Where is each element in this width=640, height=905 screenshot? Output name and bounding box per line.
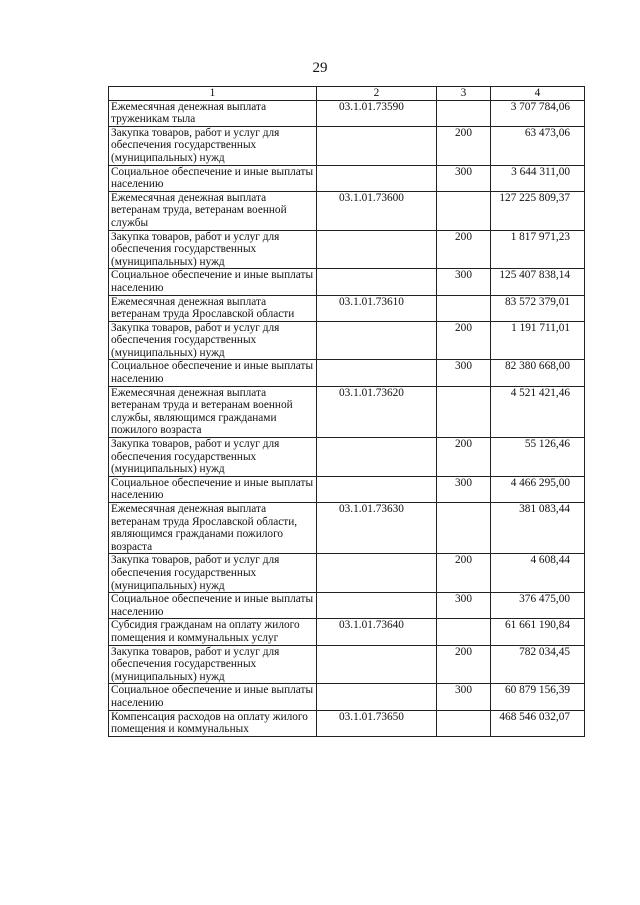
row-name-cell: Компенсация расходов на оплату жилого помещения и коммунальных [109, 710, 317, 736]
table-row [109, 191, 585, 230]
row-name-cell: Социальное обеспечение и иные выплаты населению [109, 593, 317, 619]
row-type-cell [437, 503, 491, 554]
row-amount-cell: 1 817 971,23 [491, 230, 585, 269]
row-code-cell [317, 360, 437, 386]
row-amount-cell: 376 475,00 [491, 593, 585, 619]
table-row [109, 295, 585, 321]
row-code-cell [317, 684, 437, 710]
row-amount-cell: 125 407 838,14 [491, 269, 585, 295]
row-amount-cell: 381 083,44 [491, 503, 585, 554]
row-amount-cell: 3 644 311,00 [491, 165, 585, 191]
row-code-cell [317, 554, 437, 593]
row-type-cell: 200 [437, 126, 491, 165]
row-code-cell [317, 476, 437, 502]
row-amount-cell: 1 191 711,01 [491, 321, 585, 360]
row-code-cell: 03.1.01.73610 [317, 295, 437, 321]
row-amount-cell: 4 466 295,00 [491, 476, 585, 502]
row-amount-cell: 127 225 809,37 [491, 191, 585, 230]
table-row [109, 593, 585, 619]
row-code-cell [317, 126, 437, 165]
table-row [109, 386, 585, 437]
row-amount-cell: 4 521 421,46 [491, 386, 585, 437]
table-row [109, 126, 585, 165]
row-code-cell [317, 593, 437, 619]
table-row [109, 619, 585, 645]
row-type-cell: 300 [437, 360, 491, 386]
row-name-cell: Ежемесячная денежная выплата ветеранам труда и ветеранам военной службы, являющимся гражданами пожилого возраста [109, 386, 317, 437]
header-row [109, 87, 585, 101]
row-code-cell [317, 438, 437, 477]
row-code-cell [317, 230, 437, 269]
row-amount-cell: 60 879 156,39 [491, 684, 585, 710]
row-type-cell: 300 [437, 476, 491, 502]
row-amount-cell: 4 608,44 [491, 554, 585, 593]
row-name-cell: Социальное обеспечение и иные выплаты населению [109, 684, 317, 710]
row-amount-cell: 782 034,45 [491, 645, 585, 684]
row-type-cell [437, 191, 491, 230]
header-col-1: 1 [109, 87, 317, 101]
row-name-cell: Субсидия гражданам на оплату жилого помещения и коммунальных услуг [109, 619, 317, 645]
row-name-cell: Ежемесячная денежная выплата ветеранам труда Ярославской области [109, 295, 317, 321]
row-amount-cell: 82 380 668,00 [491, 360, 585, 386]
row-name-cell: Закупка товаров, работ и услуг для обеспечения государственных (муниципальных) нужд [109, 230, 317, 269]
row-code-cell: 03.1.01.73630 [317, 503, 437, 554]
row-type-cell: 300 [437, 165, 491, 191]
page-number: 29 [312, 60, 328, 76]
table-row [109, 100, 585, 126]
row-type-cell: 200 [437, 554, 491, 593]
row-code-cell: 03.1.01.73600 [317, 191, 437, 230]
row-code-cell: 03.1.01.73620 [317, 386, 437, 437]
row-type-cell [437, 386, 491, 437]
row-type-cell [437, 619, 491, 645]
table-row [109, 321, 585, 360]
row-name-cell: Социальное обеспечение и иные выплаты населению [109, 360, 317, 386]
row-name-cell: Ежемесячная денежная выплата ветеранам труда, ветеранам военной службы [109, 191, 317, 230]
row-amount-cell: 55 126,46 [491, 438, 585, 477]
row-name-cell: Закупка товаров, работ и услуг для обеспечения государственных (муниципальных) нужд [109, 438, 317, 477]
row-code-cell: 03.1.01.73590 [317, 100, 437, 126]
row-type-cell: 200 [437, 230, 491, 269]
table-row [109, 165, 585, 191]
header-col-3: 3 [437, 87, 491, 101]
row-code-cell [317, 269, 437, 295]
row-name-cell: Закупка товаров, работ и услуг для обеспечения государственных (муниципальных) нужд [109, 126, 317, 165]
row-code-cell [317, 165, 437, 191]
row-amount-cell: 83 572 379,01 [491, 295, 585, 321]
row-type-cell: 200 [437, 645, 491, 684]
row-name-cell: Социальное обеспечение и иные выплаты населению [109, 165, 317, 191]
row-name-cell: Ежемесячная денежная выплата труженикам тыла [109, 100, 317, 126]
table-row [109, 645, 585, 684]
row-amount-cell: 61 661 190,84 [491, 619, 585, 645]
table-row [109, 230, 585, 269]
header-col-4: 4 [491, 87, 585, 101]
header-col-2: 2 [317, 87, 437, 101]
row-name-cell: Закупка товаров, работ и услуг для обеспечения государственных (муниципальных) нужд [109, 554, 317, 593]
row-name-cell: Закупка товаров, работ и услуг для обеспечения государственных (муниципальных) нужд [109, 645, 317, 684]
row-code-cell [317, 321, 437, 360]
row-type-cell [437, 710, 491, 736]
row-type-cell: 300 [437, 684, 491, 710]
row-type-cell [437, 295, 491, 321]
row-code-cell: 03.1.01.73650 [317, 710, 437, 736]
row-type-cell: 200 [437, 321, 491, 360]
table-row [109, 269, 585, 295]
table-row [109, 684, 585, 710]
row-type-cell: 200 [437, 438, 491, 477]
row-type-cell: 300 [437, 269, 491, 295]
row-amount-cell: 63 473,06 [491, 126, 585, 165]
row-amount-cell: 468 546 032,07 [491, 710, 585, 736]
budget-table [108, 86, 585, 737]
table-row [109, 710, 585, 736]
row-name-cell: Закупка товаров, работ и услуг для обеспечения государственных (муниципальных) нужд [109, 321, 317, 360]
row-type-cell [437, 100, 491, 126]
table-row [109, 554, 585, 593]
table-row [109, 360, 585, 386]
row-name-cell: Ежемесячная денежная выплата ветеранам труда Ярославской области, являющимся гражданами пожилого возраста [109, 503, 317, 554]
table-row [109, 476, 585, 502]
row-code-cell: 03.1.01.73640 [317, 619, 437, 645]
table-row [109, 503, 585, 554]
row-name-cell: Социальное обеспечение и иные выплаты населению [109, 269, 317, 295]
row-amount-cell: 3 707 784,06 [491, 100, 585, 126]
table-row [109, 438, 585, 477]
row-name-cell: Социальное обеспечение и иные выплаты населению [109, 476, 317, 502]
row-type-cell: 300 [437, 593, 491, 619]
row-code-cell [317, 645, 437, 684]
